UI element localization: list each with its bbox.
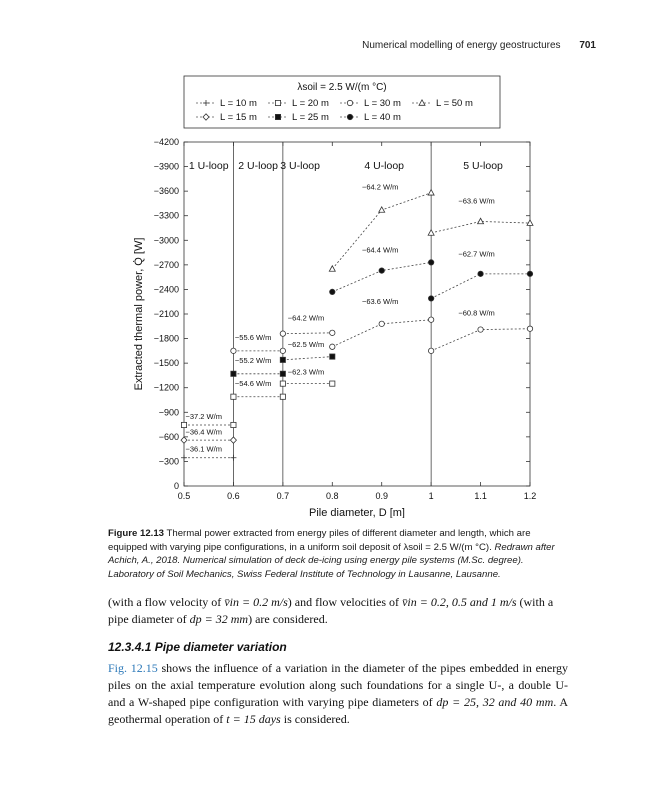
region-label-4-u-loop: 4 U-loop xyxy=(364,160,405,173)
legend-label-l-25-m: L = 25 m xyxy=(292,112,329,123)
data-point-l-15-m xyxy=(230,437,236,443)
data-point-l-30-m xyxy=(280,331,285,336)
running-head xyxy=(362,40,596,51)
legend-title: λsoil = 2.5 W/(m °C) xyxy=(297,82,387,93)
data-point-l-50-m xyxy=(428,230,434,236)
thermal-power-chart xyxy=(120,68,550,518)
x-tick-label: 0.9 xyxy=(375,491,388,501)
data-point-l-30-m xyxy=(330,330,335,335)
y-tick-label: −1500 xyxy=(153,358,179,369)
series-line-l-50-m xyxy=(332,193,431,269)
data-point-l-10-m xyxy=(230,455,236,461)
para1-math-2: v̄in = 0.2, 0.5 and 1 m/s xyxy=(402,595,517,609)
x-tick-label: 0.5 xyxy=(177,491,191,501)
data-point-l-40-m xyxy=(527,271,532,276)
slope-annotation: −55.2 W/m xyxy=(234,356,272,366)
legend-label-l-50-m: L = 50 m xyxy=(436,98,473,109)
slope-annotation: −36.1 W/m xyxy=(185,444,222,454)
y-tick-label: −2700 xyxy=(153,259,179,270)
data-point-l-25-m xyxy=(280,357,285,362)
para2-text-a: shows the influence of a variation in the diameter of the pipes embedded in energy piles on the axial temperature evolution along such foundations for a single U-, a double U- and a W-shaped pipe configuration with varying pipe diameters of xyxy=(108,661,568,709)
legend-label-l-15-m: L = 15 m xyxy=(220,112,257,123)
x-tick-label: 0.6 xyxy=(227,491,240,501)
loop-region-labels xyxy=(189,160,503,172)
data-point-l-25-m xyxy=(280,371,285,376)
slope-annotation: −64.2 W/m xyxy=(361,182,399,192)
y-axis-label: Extracted thermal power, Q̇ [W] xyxy=(133,237,145,391)
y-tick-label: −3300 xyxy=(153,210,179,221)
slope-annotations xyxy=(185,183,494,454)
slope-annotation: −54.6 W/m xyxy=(234,379,272,389)
data-point-l-30-m xyxy=(231,348,236,353)
y-tick-label: −600 xyxy=(158,431,179,442)
data-point-l-30-m xyxy=(428,348,433,353)
legend-marker-l-20-m xyxy=(275,100,280,105)
slope-annotation: −37.2 W/m xyxy=(185,411,222,421)
para2-text-c: is considered. xyxy=(280,712,350,726)
slope-annotation: −55.6 W/m xyxy=(234,332,272,342)
caption-text: Thermal power extracted from energy piles of different diameter and length, which are equipped with varying pipe configurations, in a uniform soil deposit of λsoil = 2.5 W/(m °C). xyxy=(108,528,531,553)
slope-annotation: −63.6 W/m xyxy=(458,196,495,206)
slope-annotation: −36.4 W/m xyxy=(185,427,222,437)
data-point-l-30-m xyxy=(428,317,433,322)
region-label-2-u-loop: 2 U-loop xyxy=(238,160,278,173)
y-tick-label: −4200 xyxy=(153,137,179,147)
data-point-l-50-m xyxy=(329,266,335,272)
x-tick-label: 0.7 xyxy=(276,491,290,501)
para1-text-c: (with a pipe diameter of xyxy=(108,595,554,626)
legend-marker-l-25-m xyxy=(275,114,280,119)
x-tick-label: 0.8 xyxy=(326,491,339,501)
data-point-l-15-m xyxy=(181,437,187,443)
region-label-1-u-loop: 1 U-loop xyxy=(188,160,229,173)
data-point-l-30-m xyxy=(478,327,483,332)
series-line-l-40-m xyxy=(431,274,530,299)
x-tick-label: 1.2 xyxy=(523,491,537,501)
para1-math-1: v̄in = 0.2 m/s xyxy=(224,595,288,609)
series-line-l-25-m xyxy=(283,357,332,360)
y-tick-label: −3900 xyxy=(153,161,179,172)
data-point-l-50-m xyxy=(428,190,434,196)
para1-math-3: dp = 32 mm xyxy=(189,612,249,626)
legend-label-l-10-m: L = 10 m xyxy=(220,98,257,109)
caption-label: Figure 12.13 xyxy=(108,528,164,539)
y-tick-label: −2400 xyxy=(153,284,179,295)
data-point-l-20-m xyxy=(280,394,285,399)
x-tick-label: 1 xyxy=(428,491,434,501)
caption-credit: Redrawn after Achich, A., 2018. Numerical simulation of deck de-icing using energy pile systems (M.Sc. degree). Laboratory of Soil Mechanics, Swiss Federal Institute of Technology in Lausanne, Lausanne. xyxy=(108,541,555,580)
data-point-l-30-m xyxy=(379,321,384,326)
legend-marker-l-30-m xyxy=(347,100,352,105)
slope-annotation: −64.2 W/m xyxy=(287,313,325,323)
series-line-l-30-m xyxy=(283,333,332,334)
slope-annotation: −60.8 W/m xyxy=(458,308,495,318)
slope-annotation: −63.6 W/m xyxy=(361,297,399,307)
y-tick-label: −3000 xyxy=(153,235,179,246)
data-point-l-30-m xyxy=(330,344,335,349)
data-point-l-10-m xyxy=(181,455,187,461)
para1-text-d: ) are considered. xyxy=(248,612,328,626)
y-tick-label: −1800 xyxy=(153,333,179,344)
data-point-l-40-m xyxy=(428,296,433,301)
figure-caption xyxy=(108,527,568,581)
data-point-l-40-m xyxy=(379,268,384,273)
legend-label-l-40-m: L = 40 m xyxy=(364,112,401,123)
x-tick-label: 1.1 xyxy=(474,491,487,501)
page-number: 701 xyxy=(579,40,596,51)
data-point-l-20-m xyxy=(231,422,236,427)
slope-annotation: −62.3 W/m xyxy=(287,367,325,377)
region-label-3-u-loop: 3 U-loop xyxy=(280,160,321,173)
data-point-l-40-m xyxy=(330,289,335,294)
data-point-l-25-m xyxy=(231,371,236,376)
slope-annotation: −62.5 W/m xyxy=(287,339,325,349)
para2-text-b: . A geothermal operation of xyxy=(108,695,568,726)
para1-text-b: ) and flow velocities of xyxy=(287,595,403,609)
data-point-l-20-m xyxy=(231,394,236,399)
data-point-l-40-m xyxy=(478,271,483,276)
slope-annotation: −62.7 W/m xyxy=(458,249,495,259)
x-axis-label: Pile diameter, D [m] xyxy=(309,507,405,518)
data-point-l-50-m xyxy=(478,218,484,224)
legend-label-l-30-m: L = 30 m xyxy=(364,98,401,109)
region-label-5-u-loop: 5 U-loop xyxy=(463,160,503,173)
data-point-l-20-m xyxy=(280,381,285,386)
y-tick-label: −1200 xyxy=(153,382,179,393)
series-line-l-40-m xyxy=(332,262,431,291)
running-title: Numerical modelling of energy geostructures xyxy=(362,40,561,51)
y-tick-label: −2100 xyxy=(153,309,179,319)
data-point-l-30-m xyxy=(527,326,532,331)
data-point-l-50-m xyxy=(379,207,385,213)
y-tick-label: −3600 xyxy=(153,186,179,197)
y-tick-label: 0 xyxy=(173,481,179,491)
slope-annotation: −64.4 W/m xyxy=(361,245,399,255)
paragraph-pipe-diameter xyxy=(108,660,568,728)
section-heading: 12.3.4.1 Pipe diameter variation xyxy=(108,640,287,654)
legend-marker-l-40-m xyxy=(347,114,352,119)
para2-math-1: dp = 25, 32 and 40 mm xyxy=(436,695,554,709)
y-tick-label: −900 xyxy=(158,407,179,418)
paragraph-flow-velocity xyxy=(108,594,568,628)
data-point-l-25-m xyxy=(330,354,335,359)
legend-label-l-20-m: L = 20 m xyxy=(292,98,329,109)
para1-text-a: (with a flow velocity of xyxy=(108,595,225,609)
y-tick-label: −300 xyxy=(158,456,179,467)
data-point-l-30-m xyxy=(280,348,285,353)
data-point-l-50-m xyxy=(527,220,533,226)
data-point-l-20-m xyxy=(330,381,335,386)
para2-math-2: t = 15 days xyxy=(226,712,281,726)
loop-dividers xyxy=(233,142,431,486)
figure-link[interactable]: Fig. 12.15 xyxy=(108,661,158,675)
data-point-l-40-m xyxy=(428,260,433,265)
